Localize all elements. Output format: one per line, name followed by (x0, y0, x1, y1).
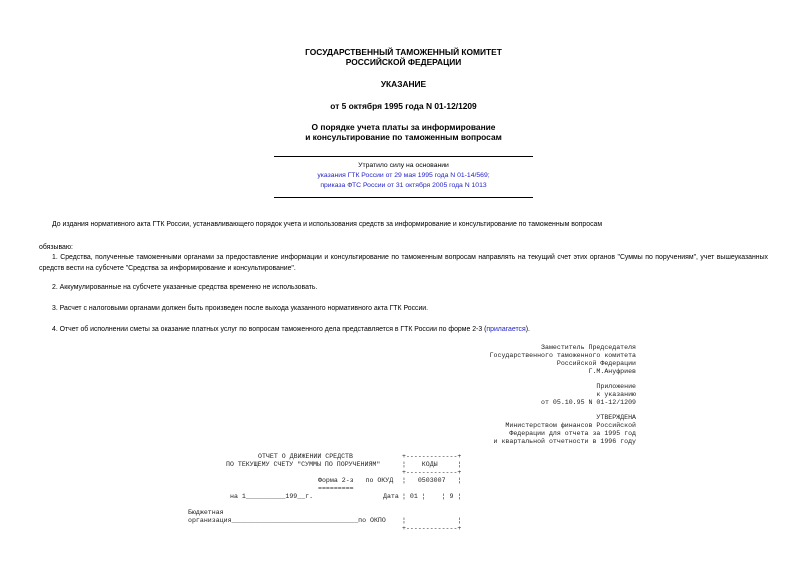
item-3-paragraph: 3. Расчет с налоговыми органами должен быть произведен после выхода указанного нормативного акта ГТК России. (52, 305, 429, 312)
codes-box-separator: +-------------+ (402, 469, 462, 476)
approval-line-1: УТВЕРЖДЕНА (596, 414, 636, 421)
status-note-text: Утратило силу на основании (358, 162, 449, 169)
obligate-text: обязываю: (39, 244, 73, 251)
issuer-line-2: РОССИЙСКОЙ ФЕДЕРАЦИИ (345, 57, 462, 67)
document-title-line-2: и консультирование по таможенным вопросам (305, 132, 502, 142)
report-date-line: на 1__________199__г. (230, 493, 314, 500)
appendix-line-3: от 05.10.95 N 01-12/1209 (541, 399, 636, 406)
item-2-paragraph: 2. Аккумулированные на субсчете указанные средства временно не использовать. (52, 284, 318, 291)
okpo-code-cell: ¦ ¦ (402, 517, 462, 524)
item-4-paragraph (52, 325, 768, 336)
signature-position-3: Российской Федерации (556, 360, 636, 367)
codes-box-top: +-------------+ (402, 453, 462, 460)
item-4-end: ). (525, 326, 530, 333)
date-label: Дата (383, 493, 399, 500)
item-4-text: 4. Отчет об исполнении сметы за оказание платных услуг по вопросам таможенного дела представляется в ГТК России по форме 2-3 ( (52, 326, 487, 333)
attachment-link[interactable]: прилагается (486, 326, 526, 333)
approval-line-3: Федерации для отчета за 1995 год (509, 430, 636, 437)
appendix-line-1: Приложение (596, 383, 636, 390)
codes-box-bottom: +-------------+ (402, 525, 462, 532)
codes-header: ¦ КОДЫ ¦ (402, 461, 462, 468)
repeal-link-1[interactable]: указания ГТК России от 29 мая 1995 года N 01-14/569; (317, 172, 490, 179)
approval-line-2: Министерством финансов Российской (505, 422, 636, 429)
date-code-cell: ¦ 01 ¦ ¦ 9 ¦ (402, 493, 462, 500)
signatory-name: Г.М.Ануфриев (588, 368, 636, 375)
note-bottom-rule (274, 197, 533, 198)
intro-paragraph: До издания нормативного акта ГТК России, устанавливающего порядок учета и использования средств за информирование и консультирование по таможенным вопросам (52, 221, 603, 228)
budget-org-label: Бюджетная (188, 509, 224, 516)
okud-code-cell: ¦ 0503007 ¦ (402, 477, 462, 484)
note-top-rule (274, 156, 533, 157)
issuer-line-1: ГОСУДАРСТВЕННЫЙ ТАМОЖЕННЫЙ КОМИТЕТ (305, 47, 502, 57)
document-date: от 5 октября 1995 года N 01-12/1209 (330, 101, 477, 111)
appendix-line-2: к указанию (596, 391, 636, 398)
signature-position-2: Государственного таможенного комитета (489, 352, 636, 359)
approval-line-4: и квартальной отчетности в 1996 году (493, 438, 636, 445)
form-underline: ========= (318, 485, 354, 492)
organization-okpo-line: организация________________________________по ОКПО (188, 517, 386, 524)
signature-position-1: Заместитель Председателя (541, 344, 636, 351)
form-okud-label: Форма 2-з по ОКУД (318, 477, 394, 484)
item-1-paragraph: 1. Средства, полученные таможенными органами за предоставление информации и консультирование по таможенным вопросам направлять на текущий счет этих органов "Суммы по поручениям", учет вышеуказанных средств вести на субсчете "Средства за информирование и консультирование". (39, 254, 768, 272)
document-title-line-1: О порядке учета платы за информирование (311, 122, 496, 132)
form-title-line-2: ПО ТЕКУЩЕМУ СЧЕТУ "СУММЫ ПО ПОРУЧЕНИЯМ" (226, 461, 381, 468)
form-title-line-1: ОТЧЕТ О ДВИЖЕНИИ СРЕДСТВ (258, 453, 353, 460)
document-type: УКАЗАНИЕ (380, 79, 427, 89)
repeal-link-2[interactable]: приказа ФТС России от 31 октября 2005 года N 1013 (320, 182, 487, 189)
